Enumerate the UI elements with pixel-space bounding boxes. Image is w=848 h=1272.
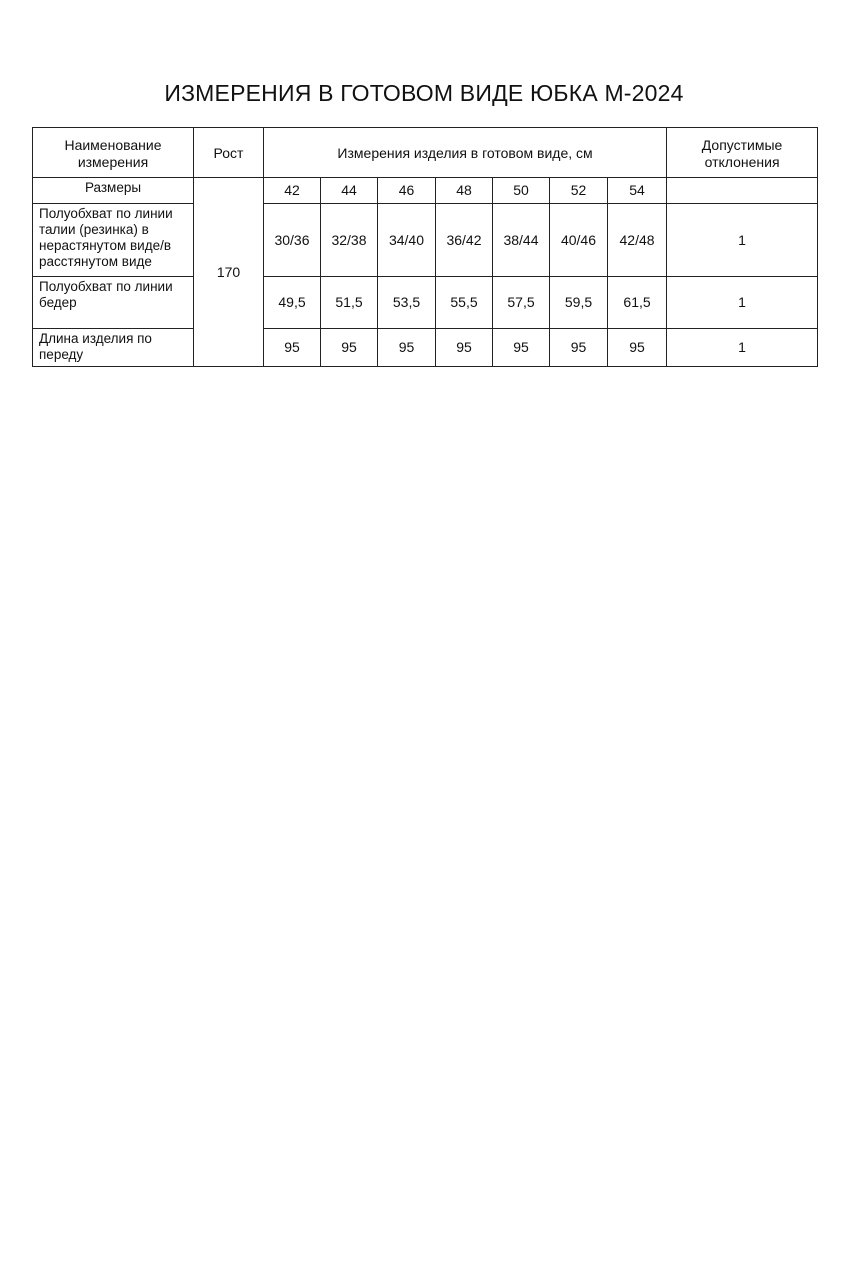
value-cell: 38/44 <box>493 204 550 277</box>
size-cell: 42 <box>264 178 321 204</box>
size-cell: 54 <box>608 178 667 204</box>
size-cell: 46 <box>378 178 436 204</box>
size-cell: 50 <box>493 178 550 204</box>
measurements-table <box>32 127 818 367</box>
value-cell: 95 <box>550 329 608 367</box>
header-measurements: Измерения изделия в готовом виде, см <box>264 128 667 178</box>
value-cell: 95 <box>264 329 321 367</box>
value-cell: 42/48 <box>608 204 667 277</box>
sizes-tolerance-cell <box>667 178 818 204</box>
value-cell: 95 <box>608 329 667 367</box>
sizes-label: Размеры <box>33 178 194 204</box>
value-cell: 36/42 <box>436 204 493 277</box>
value-cell: 57,5 <box>493 277 550 329</box>
value-cell: 95 <box>321 329 378 367</box>
value-cell: 40/46 <box>550 204 608 277</box>
table-row <box>33 277 818 329</box>
tolerance-cell: 1 <box>667 277 818 329</box>
header-height: Рост <box>194 128 264 178</box>
size-cell: 44 <box>321 178 378 204</box>
row-name-waist: Полуобхват по линии талии (резинка) в нерастянутом виде/в расстянутом виде <box>33 204 194 277</box>
value-cell: 49,5 <box>264 277 321 329</box>
value-cell: 32/38 <box>321 204 378 277</box>
row-name-hips: Полуобхват по линии бедер <box>33 277 194 329</box>
value-cell: 95 <box>436 329 493 367</box>
sizes-row <box>33 178 818 204</box>
header-tolerance: Допустимые отклонения <box>667 128 818 178</box>
value-cell: 30/36 <box>264 204 321 277</box>
page-title: ИЗМЕРЕНИЯ В ГОТОВОМ ВИДЕ ЮБКА М-2024 <box>164 80 684 106</box>
size-cell: 52 <box>550 178 608 204</box>
value-cell: 51,5 <box>321 277 378 329</box>
table-header-row <box>33 128 818 178</box>
table-row <box>33 204 818 277</box>
table-row <box>33 329 818 367</box>
tolerance-cell: 1 <box>667 329 818 367</box>
value-cell: 55,5 <box>436 277 493 329</box>
tolerance-cell: 1 <box>667 204 818 277</box>
value-cell: 53,5 <box>378 277 436 329</box>
value-cell: 95 <box>378 329 436 367</box>
value-cell: 61,5 <box>608 277 667 329</box>
value-cell: 59,5 <box>550 277 608 329</box>
value-cell: 34/40 <box>378 204 436 277</box>
row-name-length: Длина изделия по переду <box>33 329 194 367</box>
header-measurement-name: Наименование измерения <box>33 128 194 178</box>
height-value: 170 <box>194 178 264 367</box>
size-cell: 48 <box>436 178 493 204</box>
value-cell: 95 <box>493 329 550 367</box>
